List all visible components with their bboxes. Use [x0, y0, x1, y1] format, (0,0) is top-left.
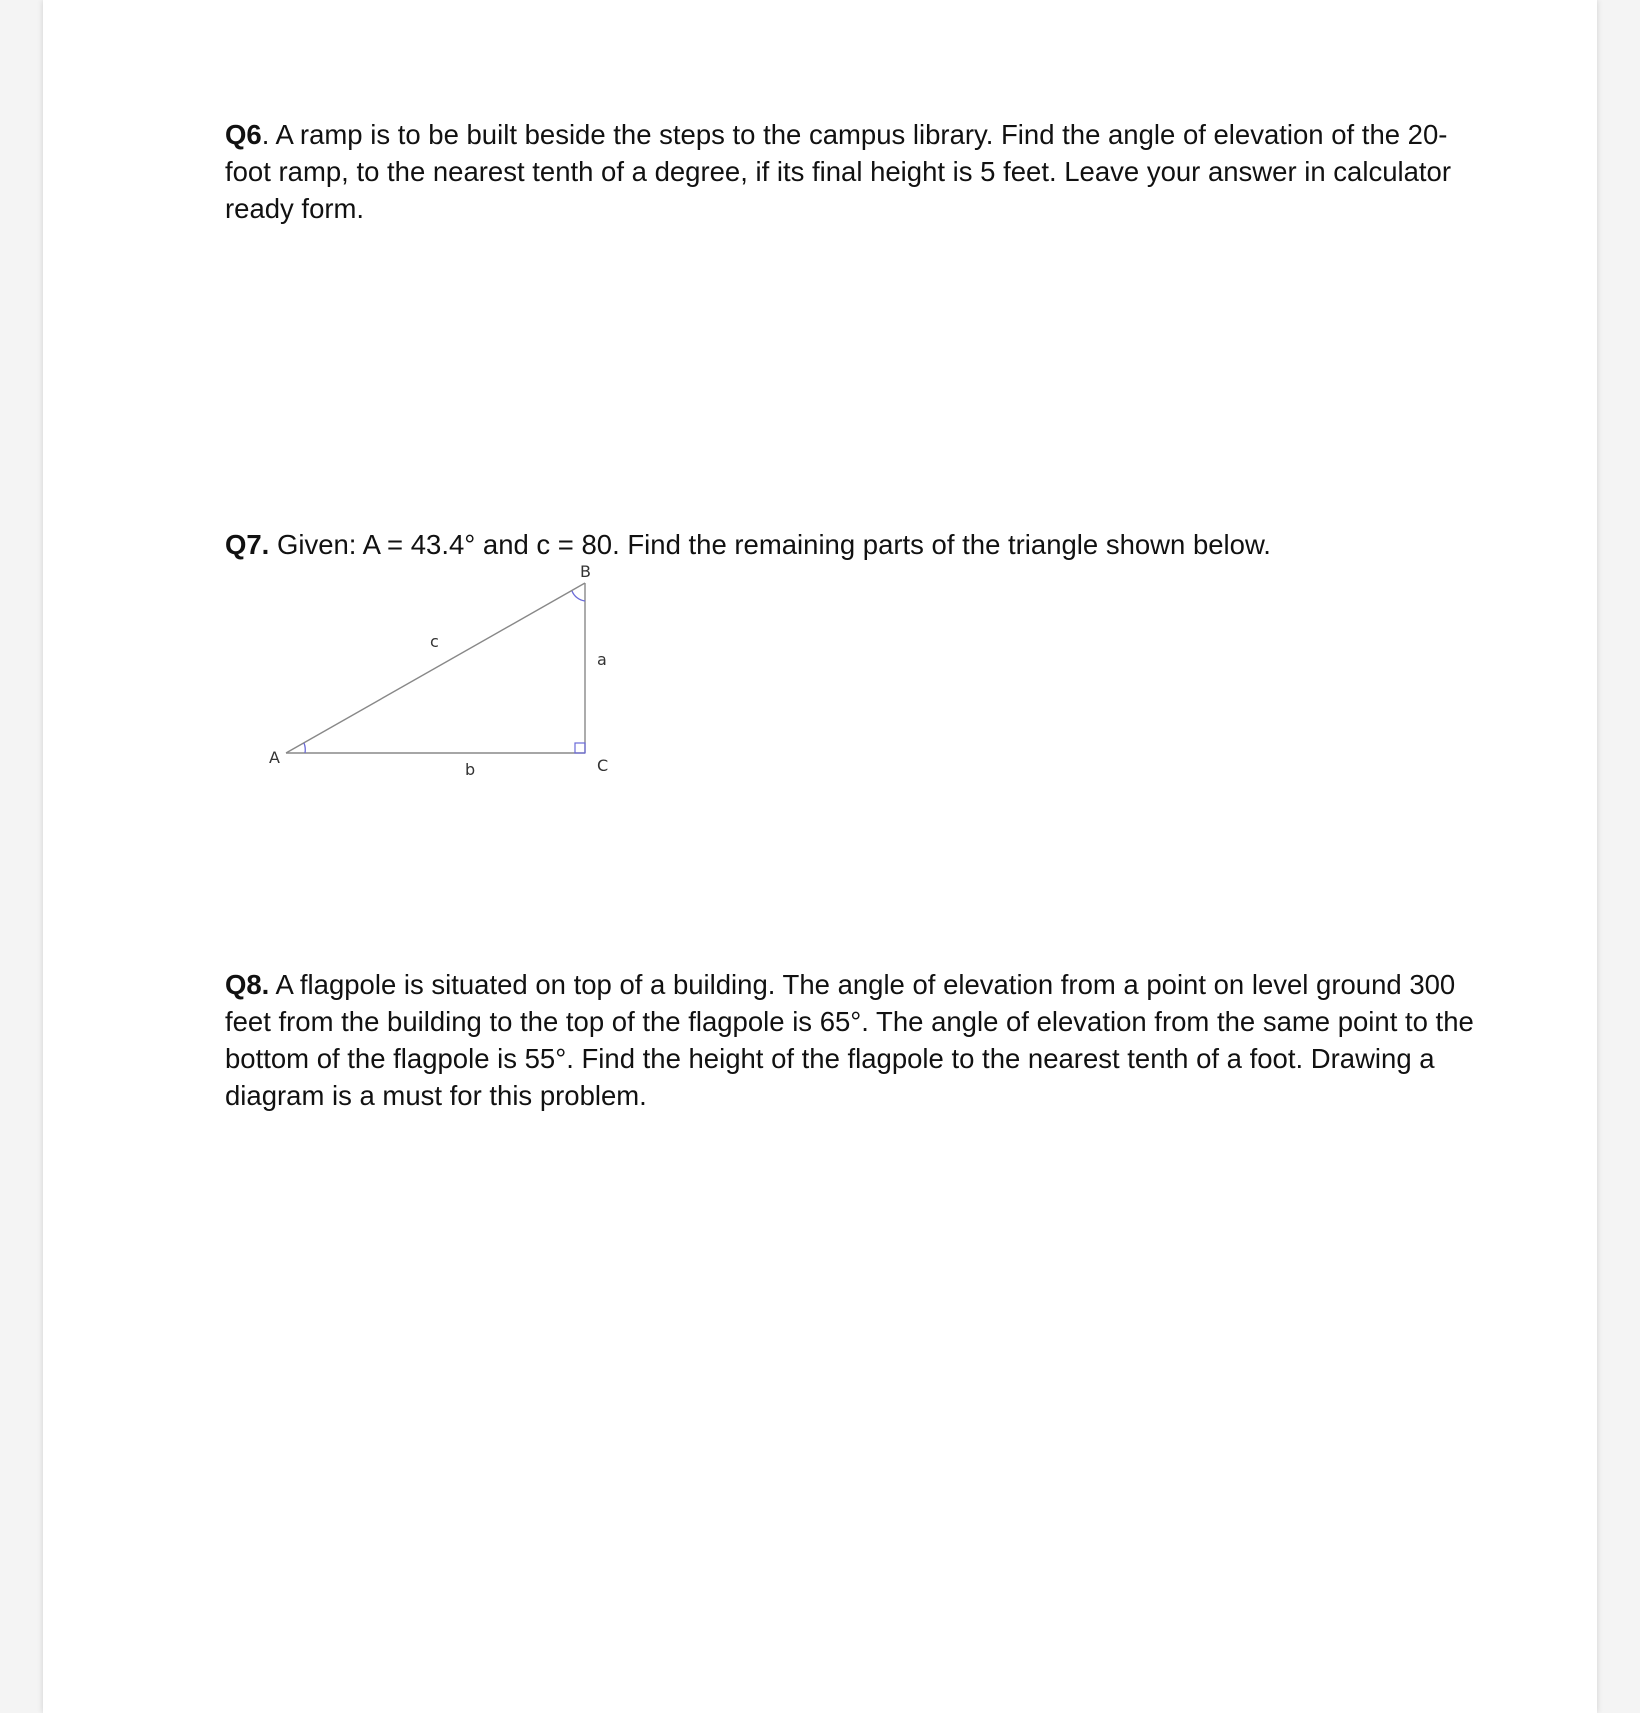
question-7	[225, 526, 1475, 563]
vertex-a-label: A	[269, 748, 280, 767]
side-c-label: c	[430, 632, 439, 651]
right-angle-mark	[575, 743, 585, 753]
side-c-line	[286, 583, 585, 753]
side-b-label: b	[465, 760, 476, 779]
question-7-text: Given: A = 43.4° and c = 80. Find the remaining parts of the triangle shown below.	[269, 529, 1271, 560]
side-a-label: a	[597, 650, 607, 669]
document-page	[43, 0, 1597, 1713]
question-6-label: Q6	[225, 119, 262, 150]
right-triangle-diagram	[218, 560, 638, 790]
angle-a-mark	[304, 743, 305, 753]
question-8-label: Q8.	[225, 969, 270, 1000]
vertex-c-label: C	[597, 756, 609, 775]
question-8-text: A flagpole is situated on top of a building. The angle of elevation from a point on level ground 300 feet from the building to the top of the flagpole is 65°. The angle of elevation from the same point to the bottom of the flagpole is 55°. Find the height of the flagpole to the nearest tenth of a foot. Drawing a diagram is a must for this problem.	[225, 969, 1474, 1111]
question-8	[225, 966, 1475, 1114]
question-6-text: . A ramp is to be built beside the steps to the campus library. Find the angle of elevation of the 20-foot ramp, to the nearest tenth of a degree, if its final height is 5 feet. Leave your answer in calculator ready form.	[225, 119, 1451, 224]
vertex-b-label: B	[580, 562, 591, 581]
angle-b-mark	[572, 591, 585, 601]
question-6	[225, 116, 1475, 227]
question-7-label: Q7.	[225, 529, 270, 560]
